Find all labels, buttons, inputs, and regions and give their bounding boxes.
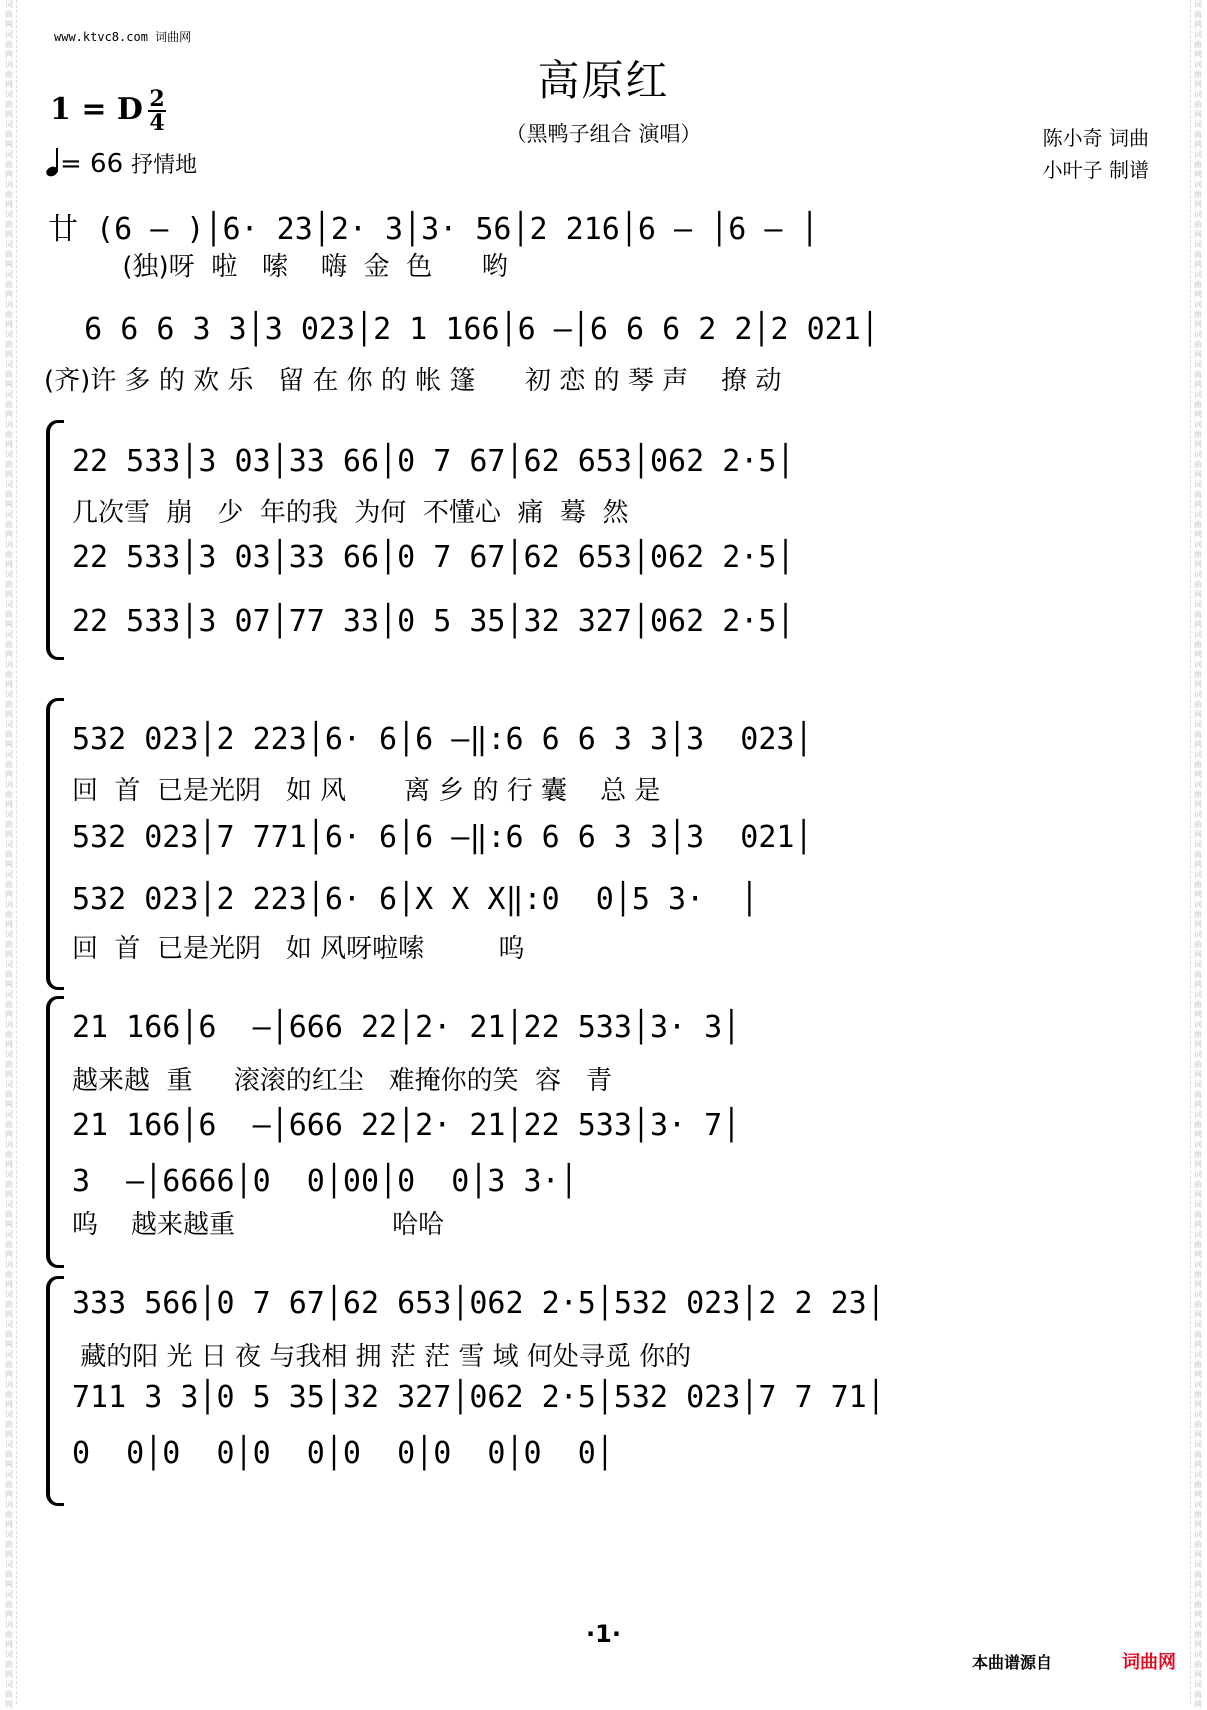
system-6-voice2-notes: 711 3 3│0 5 35│32 327│062 2·5│532 023│7 7 71│: [72, 1380, 885, 1415]
system-3-voice3-notes: 22 533│3 07│77 33│0 5 35│32 327│062 2·5│: [72, 604, 795, 639]
time-signature-top: 2: [149, 86, 165, 112]
composer-credit: 陈小奇 词曲: [1042, 126, 1149, 150]
system-4-voice3-notes: 532 023│2 223│6· 6│X X X‖:0 0│5 3· │: [72, 882, 759, 917]
system-3-bracket: [46, 432, 58, 648]
system-6-voice3-notes: 0 0│0 0│0 0│0 0│0 0│0 0│: [72, 1436, 614, 1471]
performer-credit: （黑鸭子组合 演唱）: [505, 122, 702, 146]
tempo-value: = 66: [60, 149, 124, 179]
system-6-voice1-notes: 333 566│0 7 67│62 653│062 2·5│532 023│2 2 23│: [72, 1286, 885, 1321]
system-1-lyrics: (独)呀 啦 嗦 嗨 金 色 哟: [48, 252, 508, 282]
system-6-bracket: [46, 1288, 58, 1494]
side-watermark-left: 词曲网词曲网词曲网词曲网词曲网词曲网词曲网词曲网词曲网词曲网词曲网词曲网词曲网词曲网词曲网词曲网词曲网词曲网词曲网词曲网词曲网词曲网词曲网词曲网词曲网词曲网词曲网词曲网词曲网词曲网词曲网词曲网词曲网词曲网词曲网词曲网词曲网词曲网词曲网词曲网词曲网词曲网词曲网词曲网词曲网词曲网词曲网词曲网词曲网词曲网词曲网词曲网词曲网词曲网词曲网词曲网词曲网: [2, 0, 17, 1704]
system-4-bracket: [46, 710, 58, 978]
system-2-notes: 6 6 6 3 3│3 023│2 1 166│6 –│6 6 6 2 2│2 021│: [48, 312, 879, 347]
expression-marking: 抒情地: [131, 153, 198, 178]
page-number: ·1·: [586, 1620, 621, 1648]
system-1-notes: 廿 (6 – )│6· 23│2· 3│3· 56│2 216│6 – │6 – │: [48, 212, 819, 247]
system-4-voice2-notes: 532 023│7 771│6· 6│6 –‖:6 6 6 3 3│3 021│: [72, 820, 813, 855]
system-2-lyrics: (齐)许 多 的 欢 乐 留 在 你 的 帐 篷 初 恋 的 琴 声 撩 动: [44, 366, 782, 396]
system-5-voice1-notes: 21 166│6 –│666 22│2· 21│22 533│3· 3│: [72, 1010, 741, 1045]
time-signature: [148, 88, 166, 134]
system-5-voice3-notes: 3 –│6666│0 0│00│0 0│3 3·│: [72, 1164, 578, 1199]
system-3-voice1-notes: 22 533│3 03│33 66│0 7 67│62 653│062 2·5│: [72, 444, 795, 479]
side-watermark-right: 词曲网词曲网词曲网词曲网词曲网词曲网词曲网词曲网词曲网词曲网词曲网词曲网词曲网词曲网词曲网词曲网词曲网词曲网词曲网词曲网词曲网词曲网词曲网词曲网词曲网词曲网词曲网词曲网词曲网词曲网词曲网词曲网词曲网词曲网词曲网词曲网词曲网词曲网词曲网词曲网词曲网词曲网词曲网词曲网词曲网词曲网词曲网词曲网词曲网词曲网词曲网词曲网词曲网词曲网词曲网词曲网词曲网: [1190, 0, 1205, 1704]
site-watermark[interactable]: www.ktvc8.com 词曲网: [54, 30, 192, 44]
system-4-voice1-lyrics: 回 首 已是光阴 如 风 离 乡 的 行 囊 总 是: [72, 776, 661, 806]
system-5-bracket: [46, 1008, 58, 1256]
system-4-voice1-notes: 532 023│2 223│6· 6│6 –‖:6 6 6 3 3│3 023│: [72, 722, 813, 757]
source-label: 本曲谱源自: [972, 1653, 1053, 1672]
system-3-voice2-notes: 22 533│3 03│33 66│0 7 67│62 653│062 2·5│: [72, 540, 795, 575]
system-4-voice3-lyrics: 回 首 已是光阴 如 风呀啦嗦 呜: [72, 934, 525, 964]
system-3-voice1-lyrics: 几次雪 崩 少 年的我 为何 不懂心 痛 蓦 然: [72, 498, 629, 528]
key-signature: 1 = D: [50, 92, 143, 127]
song-title: 高原红: [537, 56, 670, 105]
system-6-voice1-lyrics: 藏的阳 光 日 夜 与我相 拥 茫 茫 雪 域 何处寻觅 你的: [72, 1342, 692, 1372]
arranger-credit: 小叶子 制谱: [1042, 158, 1149, 182]
quarter-note-icon: [46, 148, 60, 178]
tempo-marking: [46, 148, 197, 179]
system-5-voice1-lyrics: 越来越 重 滚滚的红尘 难掩你的笑 容 青: [72, 1066, 612, 1096]
time-signature-bottom: 4: [149, 110, 165, 136]
system-5-voice3-lyrics: 呜 越来越重 哈哈: [72, 1210, 445, 1240]
system-5-voice2-notes: 21 166│6 –│666 22│2· 21│22 533│3· 7│: [72, 1108, 741, 1143]
brand-logo-text[interactable]: 词曲网: [1122, 1652, 1176, 1673]
